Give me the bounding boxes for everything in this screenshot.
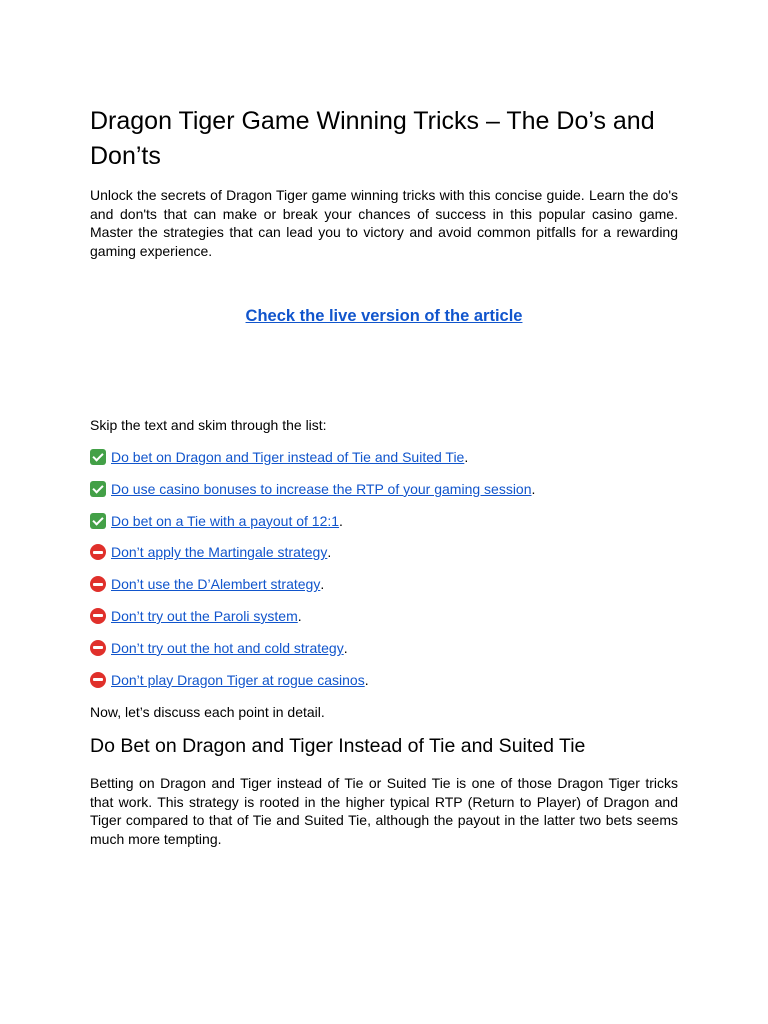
list-item-link[interactable]: Don’t try out the hot and cold strategy xyxy=(111,639,344,656)
list-item-suffix: . xyxy=(364,671,369,688)
no-entry-icon xyxy=(90,608,106,624)
list-item-link[interactable]: Don’t try out the Paroli system xyxy=(111,607,298,624)
list-item-link[interactable]: Do use casino bonuses to increase the RTP of your gaming session xyxy=(111,480,532,497)
section-paragraph: Betting on Dragon and Tiger instead of Tie or Suited Tie is one of those Dragon Tiger tricks that work. This strategy is rooted in the higher typical RTP (Return to Player) of Dragon and Tiger compared to that of Tie and Suited Tie, although the payout in the latter two bets seems much more tempting. xyxy=(90,775,678,848)
list-item xyxy=(90,575,678,607)
no-entry-icon xyxy=(90,672,106,688)
check-mark-icon xyxy=(90,513,106,529)
tips-list xyxy=(90,448,678,702)
no-entry-icon xyxy=(90,544,106,560)
live-version-link[interactable]: Check the live version of the article xyxy=(245,307,523,325)
list-item xyxy=(90,448,678,480)
outro-text: Now, let’s discuss each point in detail. xyxy=(90,704,325,720)
list-item-link[interactable]: Do bet on Dragon and Tiger instead of Tie and Suited Tie xyxy=(111,449,465,465)
list-item-suffix: . xyxy=(327,544,332,561)
live-version-link-container xyxy=(90,307,678,326)
list-item xyxy=(90,607,678,639)
check-mark-icon xyxy=(90,449,106,465)
no-entry-icon xyxy=(90,576,106,592)
list-item xyxy=(90,543,678,575)
list-item-suffix: . xyxy=(343,639,348,656)
list-item-suffix: . xyxy=(531,480,536,497)
list-item xyxy=(90,512,678,544)
list-item-link[interactable]: Don’t play Dragon Tiger at rogue casinos xyxy=(111,671,365,688)
check-mark-icon xyxy=(90,481,106,497)
list-item-link[interactable]: Do bet on a Tie with a payout of 12:1 xyxy=(111,512,340,529)
list-item xyxy=(90,480,678,512)
list-item xyxy=(90,671,678,703)
list-item-suffix: . xyxy=(297,607,302,624)
article-title: Dragon Tiger Game Winning Tricks – The Do’s and Don’ts xyxy=(90,107,655,170)
no-entry-icon xyxy=(90,640,106,656)
list-item xyxy=(90,639,678,671)
list-item-link[interactable]: Don’t use the D’Alembert strategy xyxy=(111,576,321,593)
skip-text: Skip the text and skim through the list: xyxy=(90,417,327,433)
section-heading: Do Bet on Dragon and Tiger Instead of Tie and Suited Tie xyxy=(90,735,586,757)
list-item-suffix: . xyxy=(464,449,469,465)
intro-paragraph: Unlock the secrets of Dragon Tiger game winning tricks with this concise guide. Learn the do's and don'ts that can make or break your chances of success in this popular casino game. Master the strategies that can lead you to victory and avoid common pitfalls for a rewarding gaming experience. xyxy=(90,187,678,260)
list-item-suffix: . xyxy=(320,576,325,593)
list-item-link[interactable]: Don’t apply the Martingale strategy xyxy=(111,544,328,561)
list-item-suffix: . xyxy=(339,512,343,529)
